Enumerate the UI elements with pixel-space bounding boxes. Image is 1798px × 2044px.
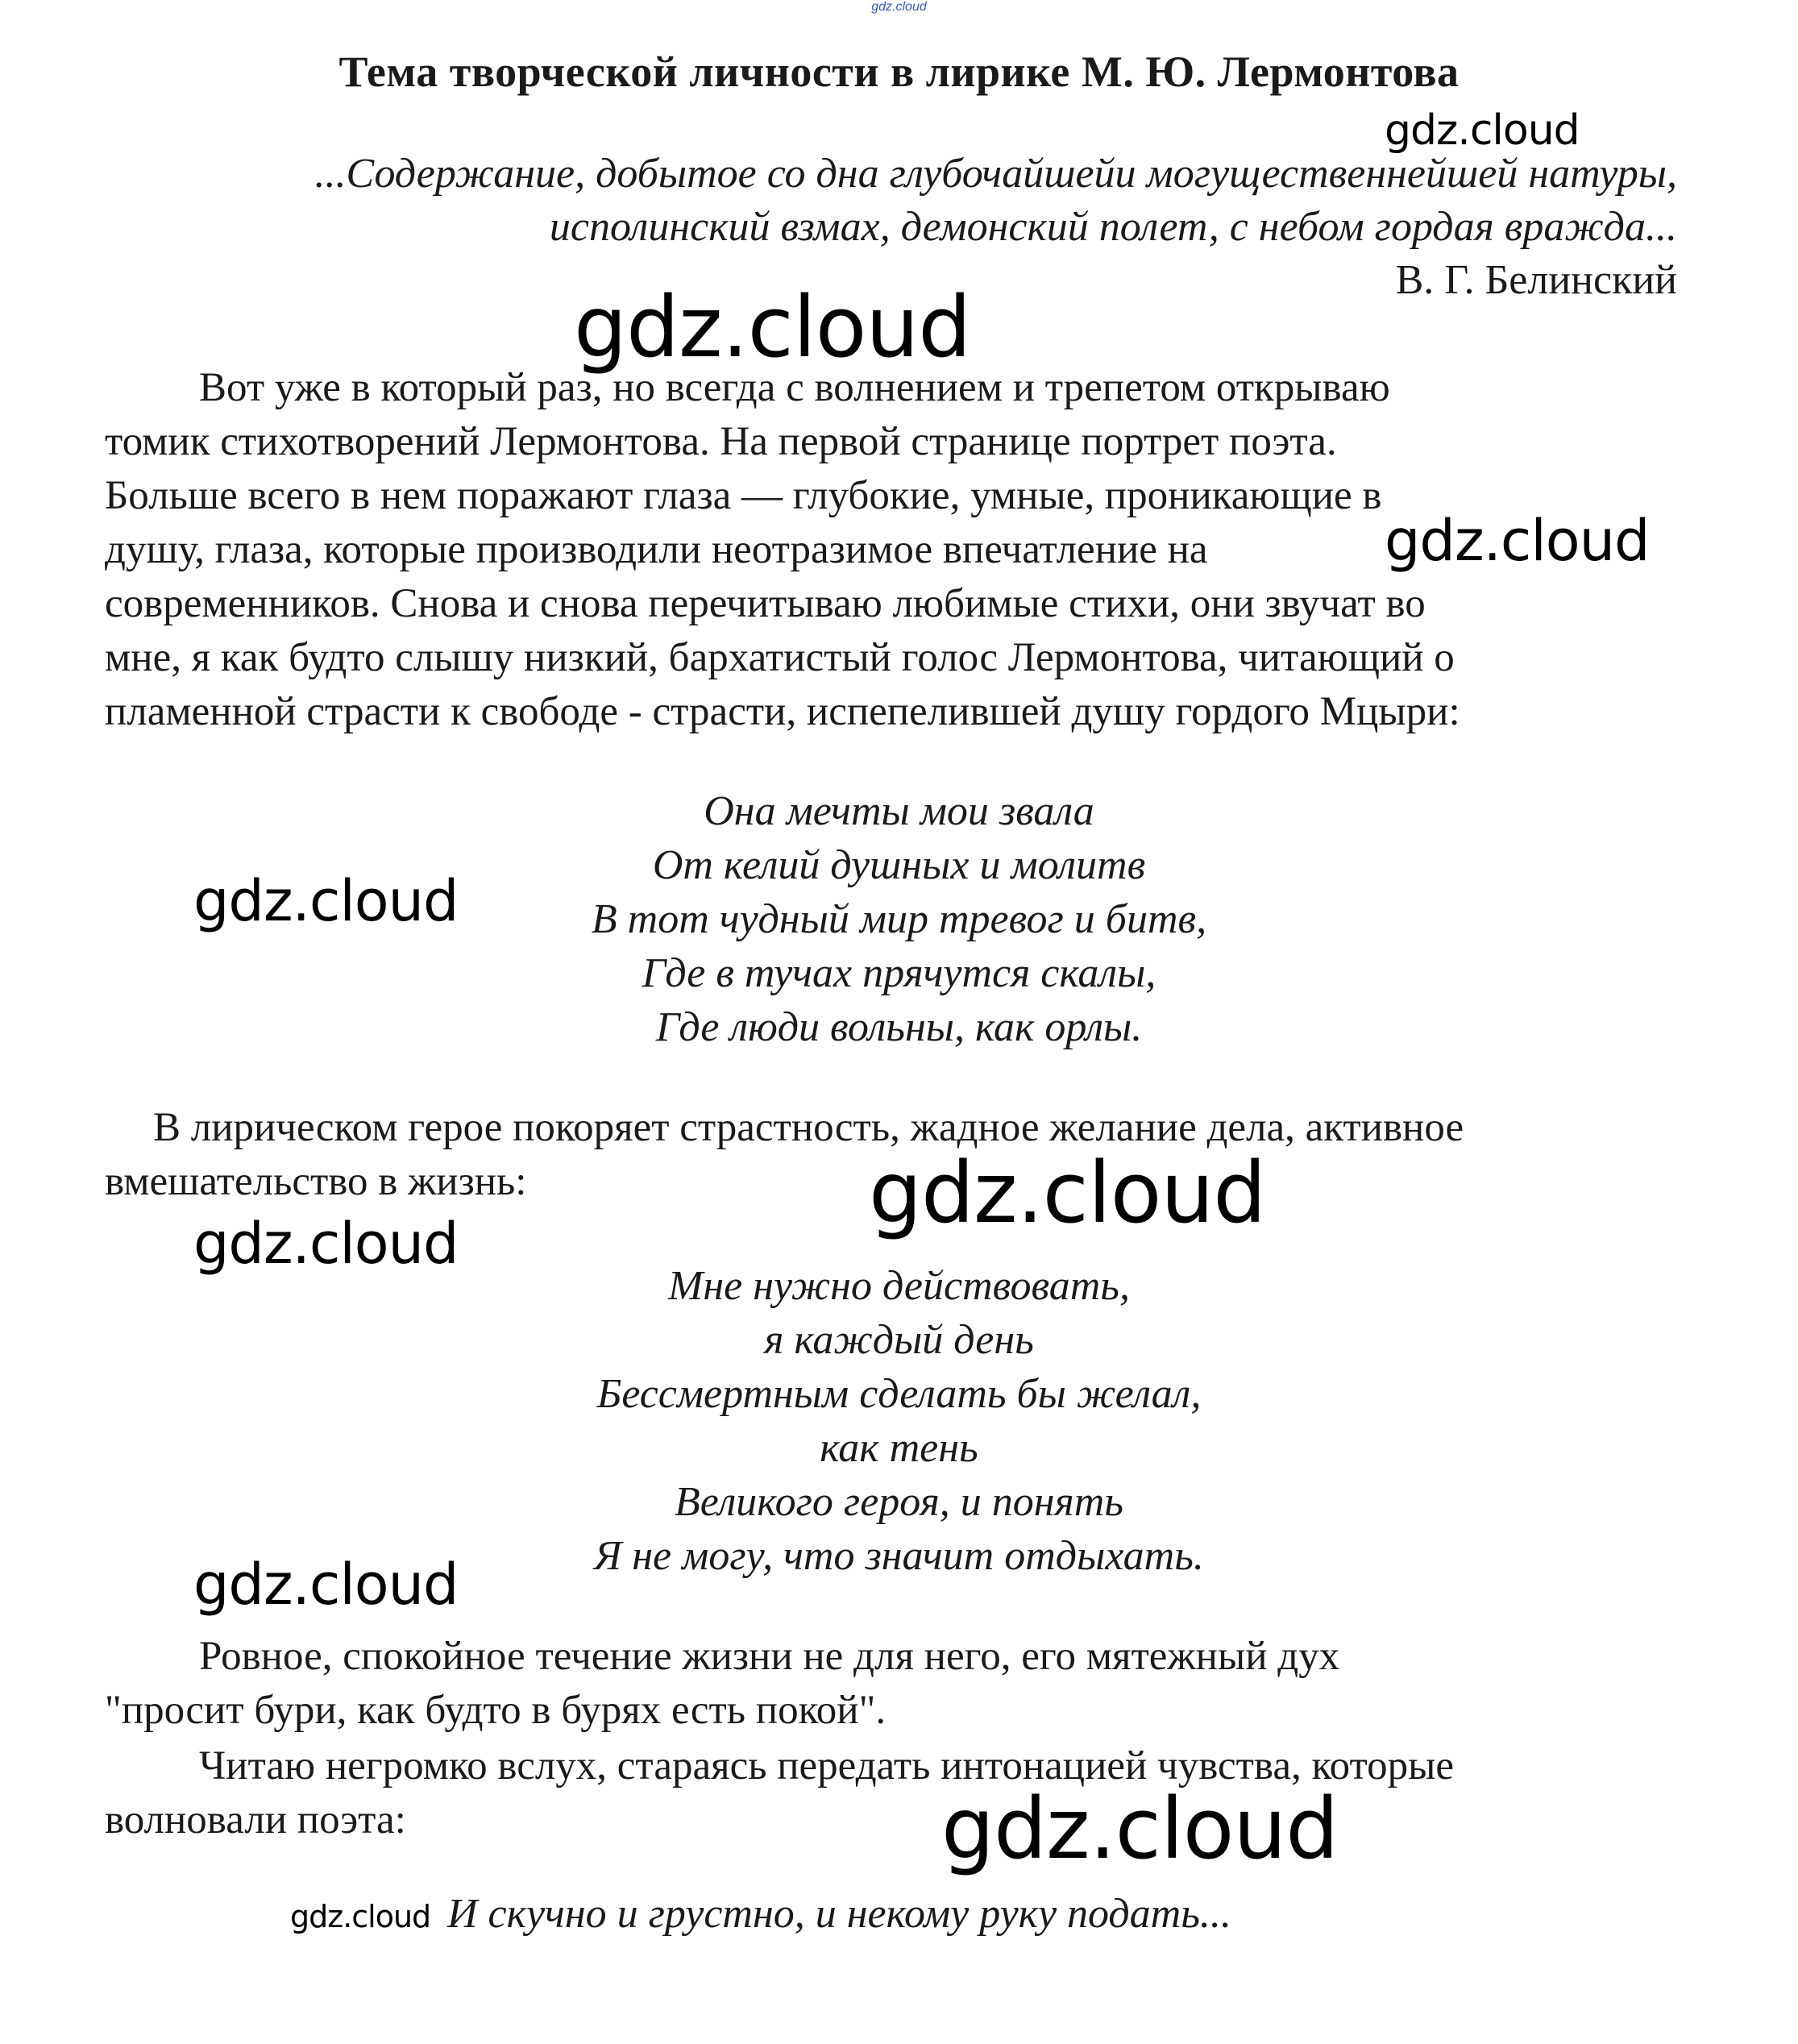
paragraph xyxy=(105,1630,1709,1738)
watermark: gdz.cloud xyxy=(193,1552,459,1618)
paragraph-line: "просит бури, как будто в бурях есть покой". xyxy=(105,1688,887,1733)
epigraph-line: ...Содержание, добытое со дна глубочайшейи могущественнейшей натуры, xyxy=(314,151,1677,197)
paragraph-line: современников. Снова и снова перечитываю любимые стихи, они звучат во xyxy=(105,581,1426,626)
watermark: gdz.cloud xyxy=(869,1144,1266,1242)
watermark: gdz.cloud xyxy=(574,278,971,376)
paragraph-line: пламенной страсти к свободе - страсти, испепелившей душу гордого Мцыри: xyxy=(105,689,1460,734)
watermark: gdz.cloud xyxy=(941,1780,1339,1878)
poem-line: я каждый день xyxy=(764,1317,1034,1363)
poem-line: Она мечты мои звала xyxy=(704,788,1094,834)
paragraph-line: В лирическом герое покоряет страстность, жадное желание дела, активное xyxy=(153,1105,1464,1150)
page-title: Тема творческой личности в лирике М. Ю. Лермонтова xyxy=(338,48,1460,96)
watermark: gdz.cloud xyxy=(193,868,459,934)
watermark: gdz.cloud xyxy=(1385,508,1650,574)
watermark: gdz.cloud xyxy=(290,1899,431,1934)
poem-line: Бессмертным сделать бы желал, xyxy=(596,1371,1202,1417)
paragraph-line: мне, я как будто слышу низкий, бархатистый голос Лермонтова, читающий о xyxy=(105,635,1455,680)
poem-line: От келий душных и молитв xyxy=(652,842,1146,888)
poem-line: Где в тучах прячутся скалы, xyxy=(642,950,1156,996)
paragraph-line: Вот уже в который раз, но всегда с волнением и трепетом открываю xyxy=(199,365,1390,410)
poem-line: Мне нужно действовать, xyxy=(668,1263,1130,1309)
poem-line: И скучно и грустно, и некому руку подать... xyxy=(447,1891,1231,1937)
paragraph-line: Больше всего в нем поражают глаза — глубокие, умные, проникающие в xyxy=(105,473,1382,518)
paragraph-line: Читаю негромко вслух, стараясь передать интонацией чувства, которые xyxy=(199,1743,1454,1788)
paragraph-line: вмешательство в жизнь: xyxy=(105,1159,527,1204)
poem-line: Я не могу, что значит отдыхать. xyxy=(594,1533,1204,1579)
epigraph-line: исполинский взмах, демонский полет, с небом гордая вражда... xyxy=(549,204,1677,250)
paragraph-line: томик стихотворений Лермонтова. На первой странице портрет поэта. xyxy=(105,419,1337,464)
paragraph-line: душу, глаза, которые производили неотразимое впечатление на xyxy=(105,527,1208,572)
paragraph-line: волновали поэта: xyxy=(105,1797,406,1843)
poem-line: Великого героя, и понять xyxy=(675,1479,1123,1525)
watermark: gdz.cloud xyxy=(1385,106,1580,155)
poem xyxy=(0,1259,1798,1583)
poem-line: как тень xyxy=(820,1425,978,1471)
watermark: gdz.cloud xyxy=(193,1211,459,1277)
epigraph-author: В. Г. Белинский xyxy=(1395,257,1677,303)
paragraph xyxy=(105,1739,1709,1847)
poem-line: Где люди вольны, как орлы. xyxy=(655,1004,1143,1050)
poem-line: В тот чудный мир тревог и битв, xyxy=(591,896,1207,942)
top-watermark: gdz.cloud xyxy=(871,0,927,14)
paragraph-line: Ровное, спокойное течение жизни не для него, его мятежный дух xyxy=(199,1634,1340,1679)
